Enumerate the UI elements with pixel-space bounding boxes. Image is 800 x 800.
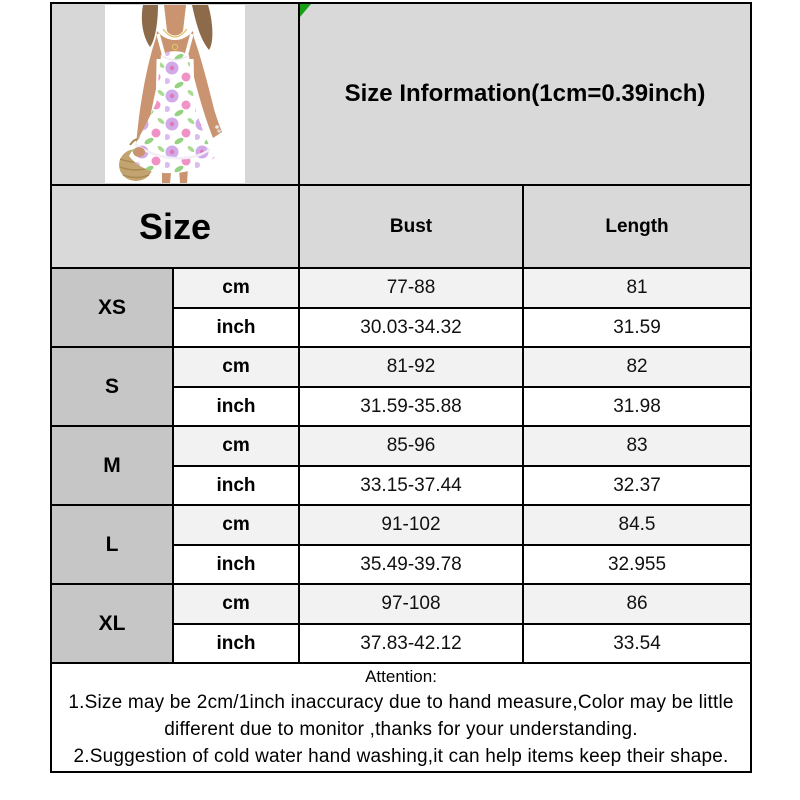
- xs-bust-cm: 77-88: [299, 268, 523, 308]
- size-label-m: M: [51, 426, 173, 505]
- unit-label-cm: cm: [173, 426, 299, 466]
- table-row-m-cm: [51, 426, 751, 466]
- length-column-header: Length: [523, 185, 751, 268]
- product-photo: [105, 5, 245, 183]
- xl-bust-cm: 97-108: [299, 584, 523, 624]
- size-column-header: Size: [51, 185, 299, 268]
- size-information-title: Size Information(1cm=0.39inch): [344, 80, 706, 107]
- m-bust-cm: 85-96: [299, 426, 523, 466]
- table-row-s-cm: [51, 347, 751, 387]
- product-photo-cell: [51, 3, 299, 185]
- xs-bust-inch: 30.03-34.32: [299, 308, 523, 347]
- attention-line-1: 1.Size may be 2cm/1inch inaccuracy due to hand measure,Color may be little different due to monitor ,thanks for your understanding.: [68, 692, 734, 740]
- xs-length-inch: 31.59: [523, 308, 751, 347]
- attention-note-cell: [51, 663, 751, 772]
- xl-length-cm: 86: [523, 584, 751, 624]
- table-row-xs-cm: [51, 268, 751, 308]
- unit-label-inch: inch: [173, 387, 299, 426]
- attention-line-2: 2.Suggestion of cold water hand washing,it can help items keep their shape.: [73, 746, 729, 767]
- table-row-l-cm: [51, 505, 751, 545]
- size-label-xl: XL: [51, 584, 173, 663]
- xs-length-cm: 81: [523, 268, 751, 308]
- bust-column-header: Bust: [299, 185, 523, 268]
- size-chart-table: [50, 2, 752, 773]
- size-information-header-cell: [299, 3, 751, 185]
- table-row-xl-cm: [51, 584, 751, 624]
- s-bust-cm: 81-92: [299, 347, 523, 387]
- top-row: [51, 3, 751, 185]
- m-bust-inch: 33.15-37.44: [299, 466, 523, 505]
- attention-heading: Attention:: [365, 667, 437, 686]
- unit-label-inch: inch: [173, 545, 299, 584]
- size-label-s: S: [51, 347, 173, 426]
- unit-label-cm: cm: [173, 268, 299, 308]
- s-bust-inch: 31.59-35.88: [299, 387, 523, 426]
- s-length-cm: 82: [523, 347, 751, 387]
- column-header-row: [51, 185, 751, 268]
- l-bust-cm: 91-102: [299, 505, 523, 545]
- unit-label-cm: cm: [173, 347, 299, 387]
- unit-label-inch: inch: [173, 466, 299, 505]
- l-length-cm: 84.5: [523, 505, 751, 545]
- attention-row: [51, 663, 751, 772]
- unit-label-cm: cm: [173, 505, 299, 545]
- xl-length-inch: 33.54: [523, 624, 751, 663]
- l-length-inch: 32.955: [523, 545, 751, 584]
- unit-label-cm: cm: [173, 584, 299, 624]
- m-length-inch: 32.37: [523, 466, 751, 505]
- unit-label-inch: inch: [173, 624, 299, 663]
- xl-bust-inch: 37.83-42.12: [299, 624, 523, 663]
- green-corner-triangle-icon: [300, 4, 311, 17]
- size-label-xs: XS: [51, 268, 173, 347]
- m-length-cm: 83: [523, 426, 751, 466]
- l-bust-inch: 35.49-39.78: [299, 545, 523, 584]
- size-label-l: L: [51, 505, 173, 584]
- unit-label-inch: inch: [173, 308, 299, 347]
- s-length-inch: 31.98: [523, 387, 751, 426]
